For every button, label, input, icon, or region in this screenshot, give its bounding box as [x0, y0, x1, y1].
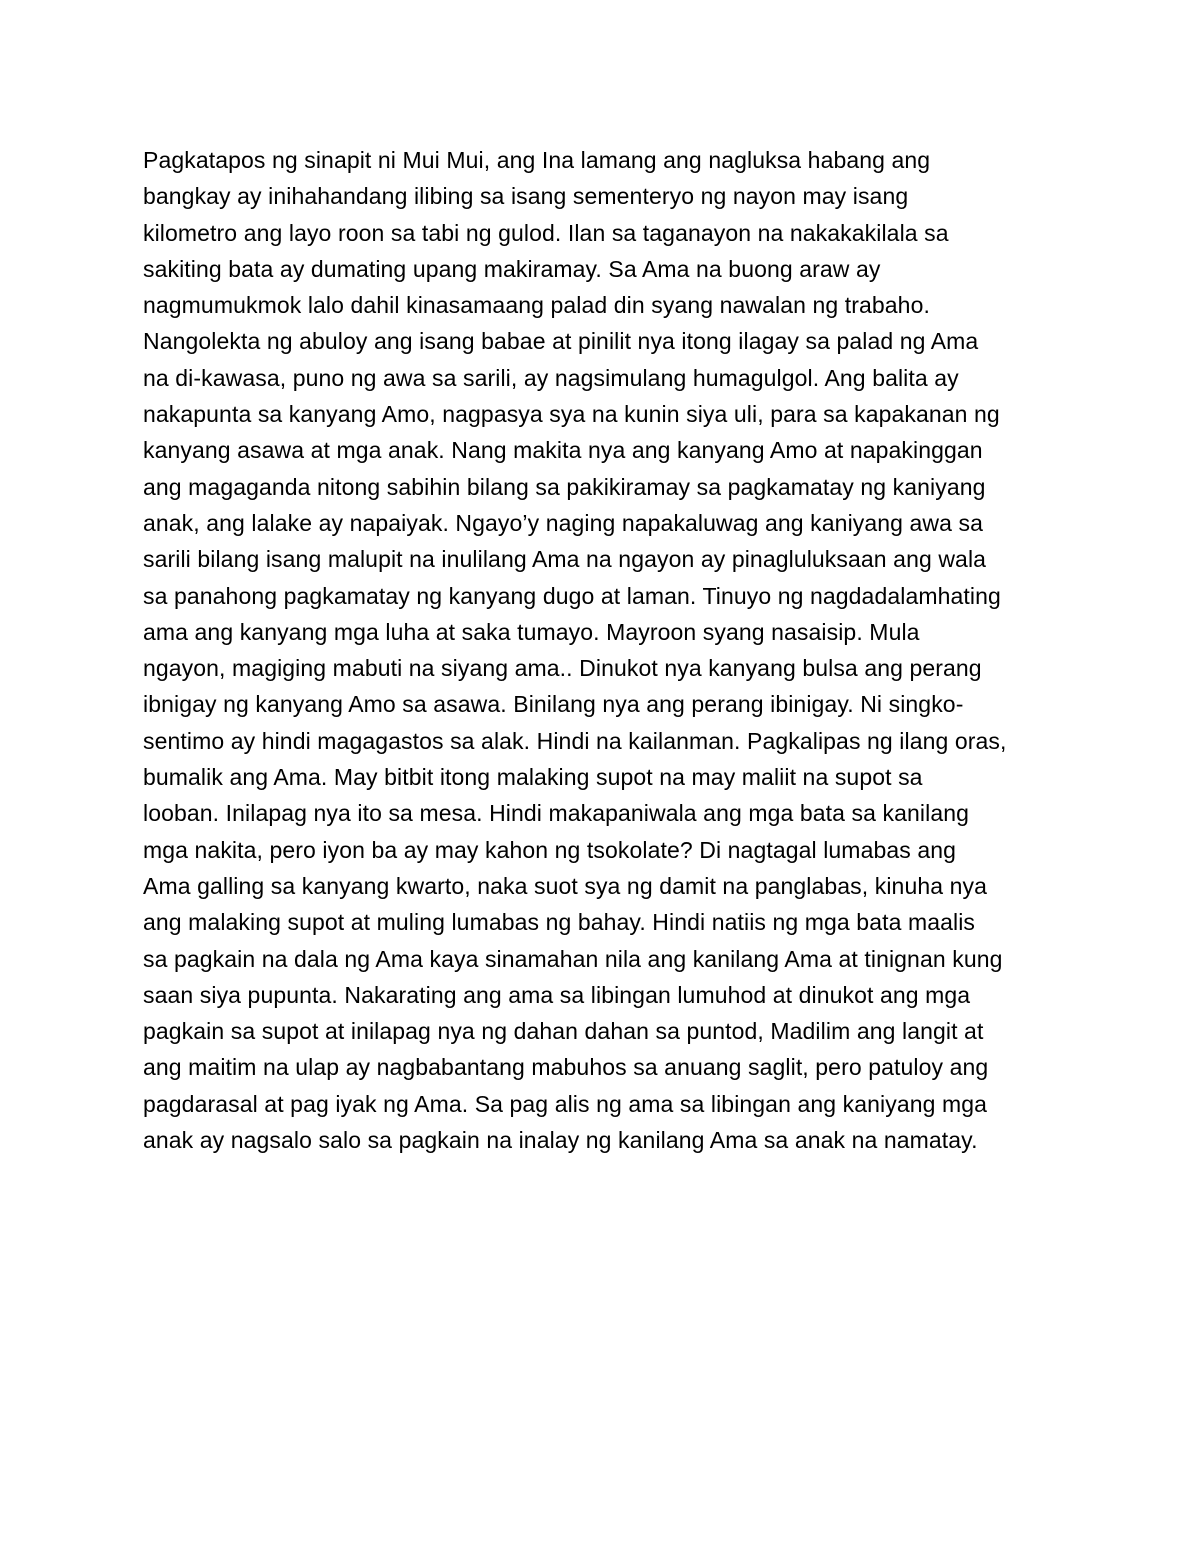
paragraph-line: na di-kawasa, puno ng awa sa sarili, ay nagsimulang humagulgol. Ang balita ay	[143, 364, 959, 391]
paragraph-line: sentimo ay hindi magagastos sa alak. Hindi na kailanman. Pagkalipas ng ilang oras,	[143, 727, 1007, 754]
paragraph-line: kilometro ang layo roon sa tabi ng gulod. Ilan sa taganayon na nakakakilala sa	[143, 219, 949, 246]
paragraph-line: ngayon, magiging mabuti na siyang ama.. Dinukot nya kanyang bulsa ang perang	[143, 655, 982, 682]
paragraph-line: kanyang asawa at mga anak. Nang makita nya ang kanyang Amo at napakinggan	[143, 437, 983, 464]
story-paragraph	[143, 142, 1083, 1158]
paragraph-line: anak, ang lalake ay napaiyak. Ngayo’y naging napakaluwag ang kaniyang awa sa	[143, 509, 984, 536]
paragraph-line: pagdarasal at pag iyak ng Ama. Sa pag alis ng ama sa libingan ang kaniyang mga	[143, 1090, 988, 1117]
paragraph-line: sarili bilang isang malupit na inulilang Ama na ngayon ay pinagluluksaan ang wala	[143, 546, 987, 573]
paragraph-line: sa panahong pagkamatay ng kanyang dugo at laman. Tinuyo ng nagdadalamhating	[143, 582, 1001, 609]
paragraph-line: pagkain sa supot at inilapag nya ng dahan dahan sa puntod, Madilim ang langit at	[143, 1018, 984, 1045]
paragraph-line: sakiting bata ay dumating upang makiramay. Sa Ama na buong araw ay	[143, 255, 881, 282]
paragraph-line: bangkay ay inihahandang ilibing sa isang sementeryo ng nayon may isang	[143, 183, 909, 210]
paragraph-line: ama ang kanyang mga luha at saka tumayo. Mayroon syang nasaisip. Mula	[143, 618, 920, 645]
paragraph-line: anak ay nagsalo salo sa pagkain na inalay ng kanilang Ama sa anak na namatay.	[143, 1127, 978, 1154]
paragraph-line: looban. Inilapag nya ito sa mesa. Hindi makapaniwala ang mga bata sa kanilang	[143, 800, 969, 827]
paragraph-line: ang malaking supot at muling lumabas ng bahay. Hindi natiis ng mga bata maalis	[143, 909, 976, 936]
paragraph-line: nagmumukmok lalo dahil kinasamaang palad din syang nawalan ng trabaho.	[143, 292, 930, 319]
paragraph-line: saan siya pupunta. Nakarating ang ama sa libingan lumuhod at dinukot ang mga	[143, 981, 971, 1008]
paragraph-line: ang magaganda nitong sabihin bilang sa pakikiramay sa pagkamatay ng kaniyang	[143, 473, 986, 500]
paragraph-line: sa pagkain na dala ng Ama kaya sinamahan nila ang kanilang Ama at tinignan kung	[143, 945, 1003, 972]
paragraph-line: bumalik ang Ama. May bitbit itong malaking supot na may maliit na supot sa	[143, 764, 923, 791]
paragraph-line: Ama galling sa kanyang kwarto, naka suot sya ng damit na panglabas, kinuha nya	[143, 872, 987, 899]
paragraph-line: Nangolekta ng abuloy ang isang babae at pinilit nya itong ilagay sa palad ng Ama	[143, 328, 979, 355]
paragraph-line: ibnigay ng kanyang Amo sa asawa. Binilang nya ang perang ibinigay. Ni singko-	[143, 691, 964, 718]
paragraph-line: nakapunta sa kanyang Amo, nagpasya sya na kunin siya uli, para sa kapakanan ng	[143, 401, 1000, 428]
paragraph-line: ang maitim na ulap ay nagbabantang mabuhos sa anuang saglit, pero patuloy ang	[143, 1054, 989, 1081]
paragraph-line: Pagkatapos ng sinapit ni Mui Mui, ang Ina lamang ang nagluksa habang ang	[143, 147, 931, 173]
paragraph-line: mga nakita, pero iyon ba ay may kahon ng tsokolate? Di nagtagal lumabas ang	[143, 836, 957, 863]
